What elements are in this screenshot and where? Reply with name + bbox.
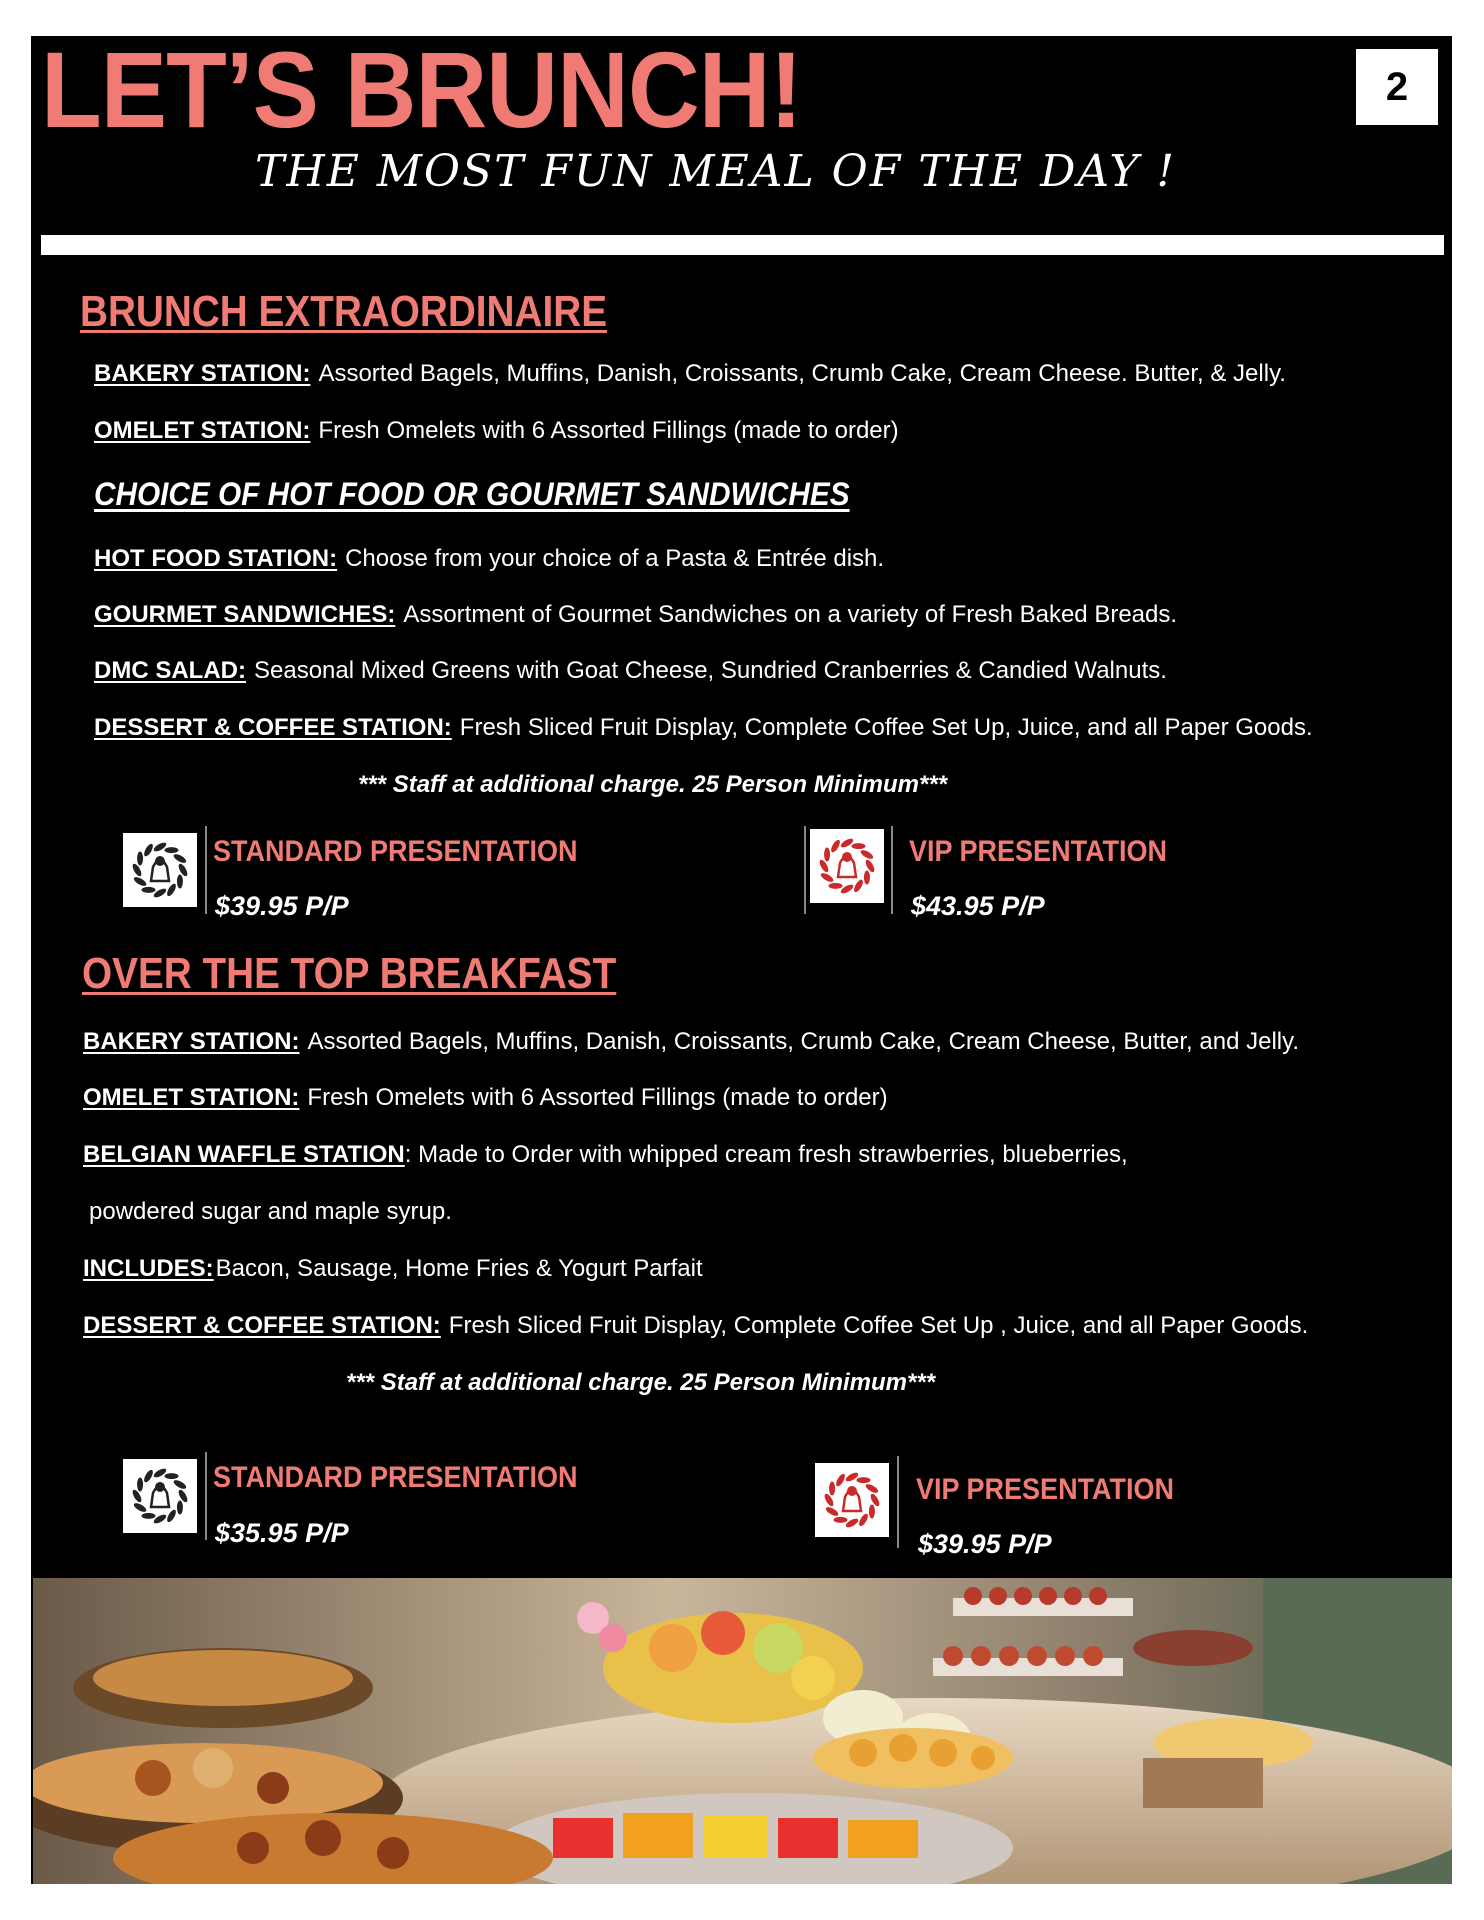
station-label: BELGIAN WAFFLE STATION xyxy=(83,1141,405,1168)
chef-head xyxy=(847,1486,857,1496)
menu-line xyxy=(83,1255,703,1284)
wreath-leaf xyxy=(857,1477,871,1483)
vip-logo-icon xyxy=(810,829,884,903)
choice-heading: CHOICE OF HOT FOOD OR GOURMET SANDWICHES xyxy=(94,476,850,512)
station-text: Bacon, Sausage, Home Fries & Yogurt Parfait xyxy=(215,1255,703,1282)
divider xyxy=(205,1452,207,1540)
wreath-leaf xyxy=(142,843,154,858)
staff-note: *** Staff at additional charge. 25 Person Minimum*** xyxy=(358,771,948,798)
station-text: Assorted Bagels, Muffins, Danish, Croissants, Crumb Cake, Cream Cheese. Butter, & Jelly. xyxy=(318,360,1286,387)
section-heading-brunch: BRUNCH EXTRAORDINAIRE xyxy=(80,287,608,336)
page-subtitle: THE MOST FUN MEAL OF THE DAY ! xyxy=(255,146,1177,197)
wreath-leaf xyxy=(137,1478,143,1492)
station-text: : Made to Order with whipped cream fresh strawberries, blueberries, xyxy=(404,1141,1128,1168)
station-label: HOT FOOD STATION: xyxy=(94,545,338,572)
station-label: DESSERT & COFFEE STATION: xyxy=(83,1312,441,1339)
wreath-leaf xyxy=(834,1473,846,1488)
wreath-leaf xyxy=(177,1501,183,1515)
wreath-leaf xyxy=(820,871,835,883)
menu-line xyxy=(83,1312,1308,1341)
standard-presentation-price: $35.95 P/P xyxy=(215,1518,349,1548)
wreath-leaf xyxy=(825,1505,840,1517)
page-number: 2 xyxy=(1356,49,1438,125)
divider xyxy=(897,1456,899,1548)
wreath-leaf xyxy=(177,875,183,889)
wreath-leaf xyxy=(165,1508,177,1523)
wreath-leaf xyxy=(165,882,177,897)
menu-line xyxy=(94,601,1177,630)
wreath-leaf xyxy=(133,875,148,887)
wreath-leaf xyxy=(852,843,866,849)
section-heading-breakfast: OVER THE TOP BREAKFAST xyxy=(82,949,617,998)
buffet-photo xyxy=(33,1578,1452,1884)
wreath-leaf xyxy=(172,1478,187,1490)
menu-line xyxy=(83,1028,1299,1057)
wreath-leaf xyxy=(869,1505,875,1519)
wreath-leaf xyxy=(142,1513,156,1519)
wreath-leaf xyxy=(137,852,143,866)
wreath-leaf xyxy=(864,1482,879,1494)
wreath-leaf xyxy=(829,839,841,854)
vip-logo-icon xyxy=(815,1463,889,1537)
vip-presentation-price: $43.95 P/P xyxy=(911,891,1045,921)
page-title: LET’S BRUNCH! xyxy=(41,29,802,150)
chef-head xyxy=(842,852,852,862)
menu-line xyxy=(83,1084,888,1113)
standard-presentation-label: STANDARD PRESENTATION xyxy=(213,835,578,868)
station-text: Fresh Omelets with 6 Assorted Fillings (made to order) xyxy=(307,1084,888,1111)
menu-line xyxy=(83,1141,1128,1170)
menu-line xyxy=(94,545,884,574)
wreath-leaf xyxy=(133,1501,148,1513)
wreath-leaf xyxy=(142,887,156,893)
header-divider xyxy=(41,235,1444,255)
station-label: OMELET STATION: xyxy=(94,417,311,444)
wreath-leaf xyxy=(829,883,843,889)
station-label: DMC SALAD: xyxy=(94,657,246,684)
divider xyxy=(804,826,806,914)
vip-presentation-price: $39.95 P/P xyxy=(918,1529,1052,1559)
station-label: GOURMET SANDWICHES: xyxy=(94,601,396,628)
station-label: OMELET STATION: xyxy=(83,1084,300,1111)
wreath-leaf xyxy=(857,1512,869,1527)
chef-head xyxy=(155,856,165,866)
chef-head xyxy=(155,1482,165,1492)
menu-line xyxy=(94,714,1313,743)
vip-presentation-label: VIP PRESENTATION xyxy=(909,835,1168,868)
staff-note: *** Staff at additional charge. 25 Person Minimum*** xyxy=(346,1369,936,1396)
station-text: Assorted Bagels, Muffins, Danish, Croissants, Crumb Cake, Cream Cheese, Butter, and Jelly. xyxy=(307,1028,1299,1055)
wreath-leaf xyxy=(165,847,179,853)
wreath-leaf xyxy=(824,848,830,862)
wreath-leaf xyxy=(829,1482,835,1496)
divider xyxy=(891,826,893,914)
station-label: INCLUDES: xyxy=(83,1255,214,1282)
standard-presentation-price: $39.95 P/P xyxy=(215,891,349,921)
menu-line xyxy=(94,657,1167,686)
standard-presentation-label: STANDARD PRESENTATION xyxy=(213,1461,578,1494)
wreath-leaf xyxy=(172,852,187,864)
menu-line-continued: powdered sugar and maple syrup. xyxy=(89,1198,452,1225)
station-text: Fresh Omelets with 6 Assorted Fillings (made to order) xyxy=(318,417,899,444)
wreath-leaf xyxy=(834,1517,848,1523)
vip-presentation-label: VIP PRESENTATION xyxy=(916,1473,1175,1506)
standard-logo-icon xyxy=(123,833,197,907)
station-label: BAKERY STATION: xyxy=(83,1028,300,1055)
divider xyxy=(205,826,207,914)
wreath-leaf xyxy=(165,1473,179,1479)
station-text: Fresh Sliced Fruit Display, Complete Coffee Set Up , Juice, and all Paper Goods. xyxy=(448,1312,1309,1339)
standard-logo-icon xyxy=(123,1459,197,1533)
wreath-leaf xyxy=(852,878,864,893)
station-text: Fresh Sliced Fruit Display, Complete Coffee Set Up, Juice, and all Paper Goods. xyxy=(459,714,1313,741)
menu-line xyxy=(94,360,1286,389)
station-text: Assortment of Gourmet Sandwiches on a variety of Fresh Baked Breads. xyxy=(403,601,1178,628)
wreath-leaf xyxy=(142,1469,154,1484)
wreath-leaf xyxy=(864,871,870,885)
station-label: DESSERT & COFFEE STATION: xyxy=(94,714,452,741)
wreath-leaf xyxy=(859,848,874,860)
station-label: BAKERY STATION: xyxy=(94,360,311,387)
station-text: Choose from your choice of a Pasta & Entrée dish. xyxy=(345,545,885,572)
station-text: Seasonal Mixed Greens with Goat Cheese, Sundried Cranberries & Candied Walnuts. xyxy=(253,657,1167,684)
menu-line xyxy=(94,417,899,446)
